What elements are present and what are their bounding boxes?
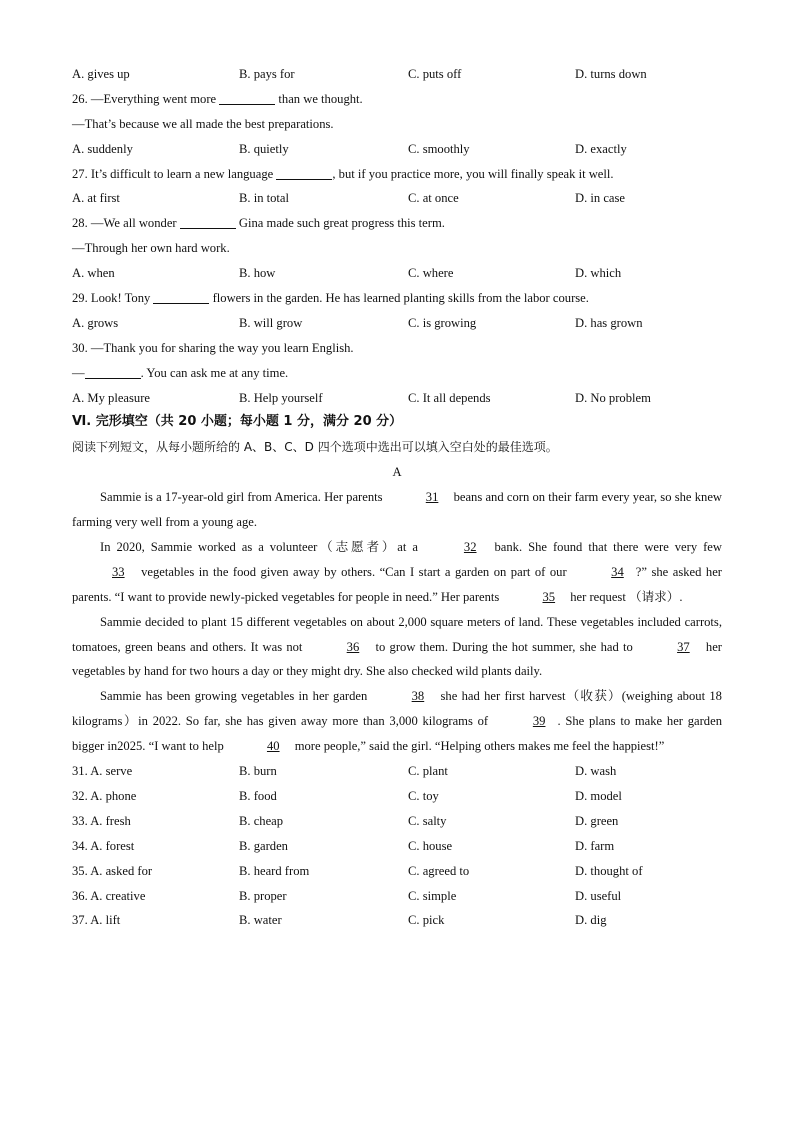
choice-35-d: D. thought of: [575, 863, 643, 878]
q30-option-b: B. Help yourself: [239, 390, 323, 405]
choice-33-c: C. salty: [408, 813, 447, 828]
q27-option-c: C. at once: [408, 191, 459, 206]
choice-37-a: 37. A. lift: [72, 913, 121, 928]
choice-35-a: 35. A. asked for: [72, 863, 153, 878]
q28-option-a: A. when: [72, 266, 115, 281]
q30-option-d: D. No problem: [575, 390, 651, 405]
q29-option-c: C. is growing: [408, 315, 477, 330]
q25-option-d: D. turns down: [575, 67, 647, 81]
choice-33-b: B. cheap: [239, 813, 284, 828]
choice-35-c: C. agreed to: [408, 863, 470, 878]
q29-option-d: D. has grown: [575, 315, 643, 330]
passage-paragraph-4: Sammie has been growing vegetables in her garden 38 she had her first harvest（收获）(weighing about 18 kilograms）in 2022. So far, she has given away more than 3,000 kilograms of 39 . She plans to make her garden bigger in2025. “I want to help 40 more people,” said the girl. “Helping others makes me feel the happiest!”: [72, 684, 722, 759]
passage-paragraph-2: In 2020, Sammie worked as a volunteer（志愿者）at a 32 bank. She found that there were very few 33 vegetables in the food given away by others. “Can I start a garden on part of our 34 ?” she asked her parents. “I want to provide newly-picked vegetables for people in need.” Her parents 35 her request （请求）.: [72, 535, 722, 610]
choice-36-a: 36. A. creative: [72, 888, 146, 903]
cloze-blank-39: 39: [532, 714, 546, 729]
cloze-blank-37: 37: [677, 639, 690, 654]
q27-option-d: D. in case: [575, 191, 626, 206]
answer-blank: [180, 214, 236, 229]
q27-option-b: B. in total: [239, 191, 290, 206]
q30-options: [72, 386, 722, 411]
choice-36-c: C. simple: [408, 888, 457, 903]
choice-35-b: B. heard from: [239, 863, 310, 878]
q30-option-a: A. My pleasure: [72, 390, 150, 405]
q25-options: [72, 62, 722, 87]
cloze-blank-40: 40: [266, 739, 280, 754]
cloze-blank-34: 34: [611, 564, 624, 579]
q25-option-b: B. pays for: [239, 67, 295, 81]
q30-option-c: C. It all depends: [408, 390, 491, 405]
choice-36-b: B. proper: [239, 888, 287, 903]
q28-option-c: C. where: [408, 266, 454, 281]
q27-stem: 27. It’s difficult to learn a new language , but if you practice more, you will finally speak it well.: [72, 166, 614, 181]
choice-32-d: D. model: [575, 789, 622, 803]
q29-option-a: A. grows: [72, 315, 119, 330]
q28-option-d: D. which: [575, 266, 622, 281]
cloze-blank-33: 33: [112, 564, 125, 579]
choice-row-31: [72, 759, 722, 784]
section-title: Ⅵ. 完形填空（共 20 小题；每小题 1 分，满分 20 分）: [72, 414, 403, 430]
q30-stem: 30. —Thank you for sharing the way you learn English.: [72, 340, 354, 355]
choice-32-b: B. food: [239, 789, 277, 803]
cloze-blank-32: 32: [463, 539, 477, 554]
choice-34-d: D. farm: [575, 838, 615, 853]
answer-blank: [85, 364, 141, 379]
cloze-blank-36: 36: [346, 639, 360, 654]
choice-34-b: B. garden: [239, 838, 288, 853]
exam-page: [72, 62, 722, 933]
answer-blank: [219, 90, 275, 105]
choice-37-c: C. pick: [408, 913, 445, 928]
choice-row-35: [72, 859, 722, 884]
choice-33-a: 33. A. fresh: [72, 813, 131, 828]
q30-reply: — . You can ask me at any time.: [72, 365, 289, 380]
q26-option-a: A. suddenly: [72, 141, 133, 156]
q28-option-b: B. how: [239, 266, 276, 281]
q29-options: [72, 311, 722, 336]
q28-stem: 28. —We all wonder Gina made such great progress this term.: [72, 216, 445, 231]
choice-31-d: D. wash: [575, 764, 617, 779]
choice-32-c: C. toy: [408, 789, 439, 803]
answer-blank: [153, 289, 209, 304]
choice-31-b: B. burn: [239, 764, 277, 779]
cloze-blank-38: 38: [411, 689, 425, 704]
passage-paragraph-3: Sammie decided to plant 15 different vegetables on about 2,000 square meters of land. These vegetables included carrots, tomatoes, green beans and others. It was not 36 to grow them. During the hot summer, she had to 37 her vegetables by hand for two hours a day or they might dry. She also checked wild plants daily.: [72, 614, 722, 679]
passage-label: A: [392, 465, 402, 480]
q25-option-c: C. puts off: [408, 67, 462, 81]
choice-row-34: [72, 834, 722, 859]
choice-37-b: B. water: [239, 913, 282, 928]
choice-32-a: 32. A. phone: [72, 789, 137, 803]
q26-option-d: D. exactly: [575, 141, 627, 156]
choice-row-33: [72, 809, 722, 834]
q29-stem: 29. Look! Tony flowers in the garden. He has learned planting skills from the labor course.: [72, 291, 589, 306]
q25-option-a: A. gives up: [72, 67, 130, 81]
cloze-blank-31: 31: [425, 490, 439, 505]
choice-row-32: [72, 784, 722, 809]
q29-option-b: B. will grow: [239, 315, 303, 330]
choice-row-37: [72, 908, 722, 933]
passage-paragraph-1: Sammie is a 17-year-old girl from America. Her parents 31 beans and corn on their farm every year, so she knew farming very well from a young age.: [72, 485, 722, 535]
choice-33-d: D. green: [575, 813, 619, 828]
q26-options: [72, 137, 722, 162]
choice-row-36: [72, 884, 722, 909]
choice-34-a: 34. A. forest: [72, 838, 135, 853]
q27-options: [72, 186, 722, 211]
answer-blank: [276, 165, 332, 180]
q26-stem: 26. —Everything went more than we thought.: [72, 91, 363, 106]
q26-reply: —That’s because we all made the best preparations.: [72, 116, 334, 131]
q26-option-c: C. smoothly: [408, 141, 470, 156]
q27-option-a: A. at first: [72, 191, 120, 206]
q28-options: [72, 261, 722, 286]
choice-37-d: D. dig: [575, 913, 607, 928]
choice-34-c: C. house: [408, 838, 453, 853]
section-instruction: 阅读下列短文，从每小题所给的 A、B、C、D 四个选项中选出可以填入空白处的最佳选项。: [72, 440, 558, 455]
cloze-blank-35: 35: [542, 589, 556, 604]
q26-option-b: B. quietly: [239, 141, 289, 156]
choice-36-d: D. useful: [575, 888, 622, 903]
q28-reply: —Through her own hard work.: [72, 241, 230, 256]
choice-31-a: 31. A. serve: [72, 764, 133, 779]
choice-31-c: C. plant: [408, 764, 448, 779]
